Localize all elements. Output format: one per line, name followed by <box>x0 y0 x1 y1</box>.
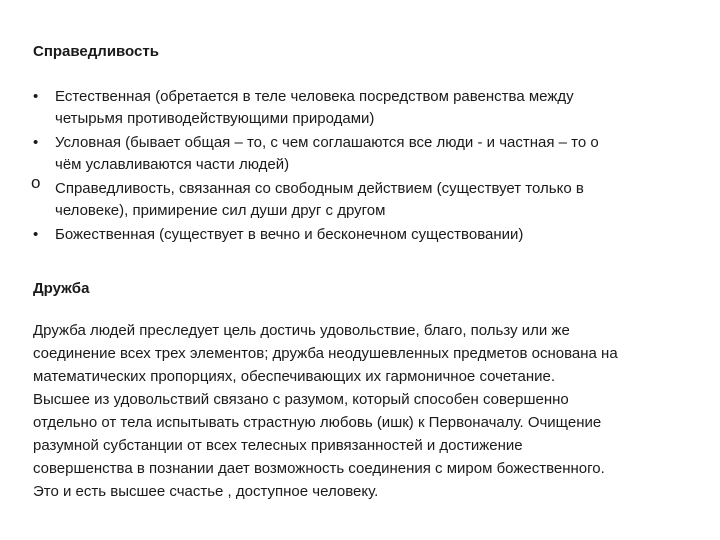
heading-friendship: Дружба <box>33 280 90 297</box>
paragraph-line: совершенства в познании дает возможность соединения с миром божественного. <box>33 460 605 477</box>
bullet-text-line: Условная (бывает общая – то, с чем соглашаются все люди - и частная – то о <box>55 134 599 151</box>
bullet-item-free-action <box>31 173 693 222</box>
bullet-text-line: Божественная (существует в вечно и бесконечном существовании) <box>55 226 524 243</box>
heading-justice: Справедливость <box>33 43 159 60</box>
paragraph-line: разумной субстанции от всех телесных привязанностей и достижение <box>33 437 523 454</box>
justice-bullet-list <box>33 86 693 248</box>
paragraph-line: соединение всех трех элементов; дружба неодушевленных предметов основана на <box>33 345 618 362</box>
bullet-marker: • <box>33 134 39 151</box>
friendship-paragraph <box>33 319 693 503</box>
paragraph-line: Высшее из удовольствий связано с разумом, который способен совершенно <box>33 391 569 408</box>
bullet-text-line: Справедливость, связанная со свободным действием (существует только в <box>55 180 584 197</box>
bullet-text-line: человеке), примирение сил души друг с другом <box>55 202 386 219</box>
bullet-item-natural <box>33 86 693 130</box>
bullet-marker: • <box>33 226 39 243</box>
paragraph-line: математических пропорциях, обеспечивающих их гармоничное сочетание. <box>33 368 555 385</box>
bullet-text-line: Естественная (обретается в теле человека посредством равенства между <box>55 88 574 105</box>
bullet-text-line: четырьмя противодействующими природами) <box>55 110 375 127</box>
bullet-item-divine <box>33 224 693 246</box>
paragraph-line: Дружба людей преследует цель достичь удовольствие, благо, пользу или же <box>33 322 570 339</box>
bullet-text-line: чём уславливаются части людей) <box>55 156 290 173</box>
bullet-marker: • <box>33 88 39 105</box>
paragraph-line: отдельно от тела испытывать страстную любовь (ишк) к Первоначалу. Очищение <box>33 414 602 431</box>
sub-bullet-marker: o <box>31 173 41 192</box>
paragraph-line: Это и есть высшее счастье , доступное человеку. <box>33 483 379 500</box>
bullet-item-conventional <box>33 132 693 176</box>
